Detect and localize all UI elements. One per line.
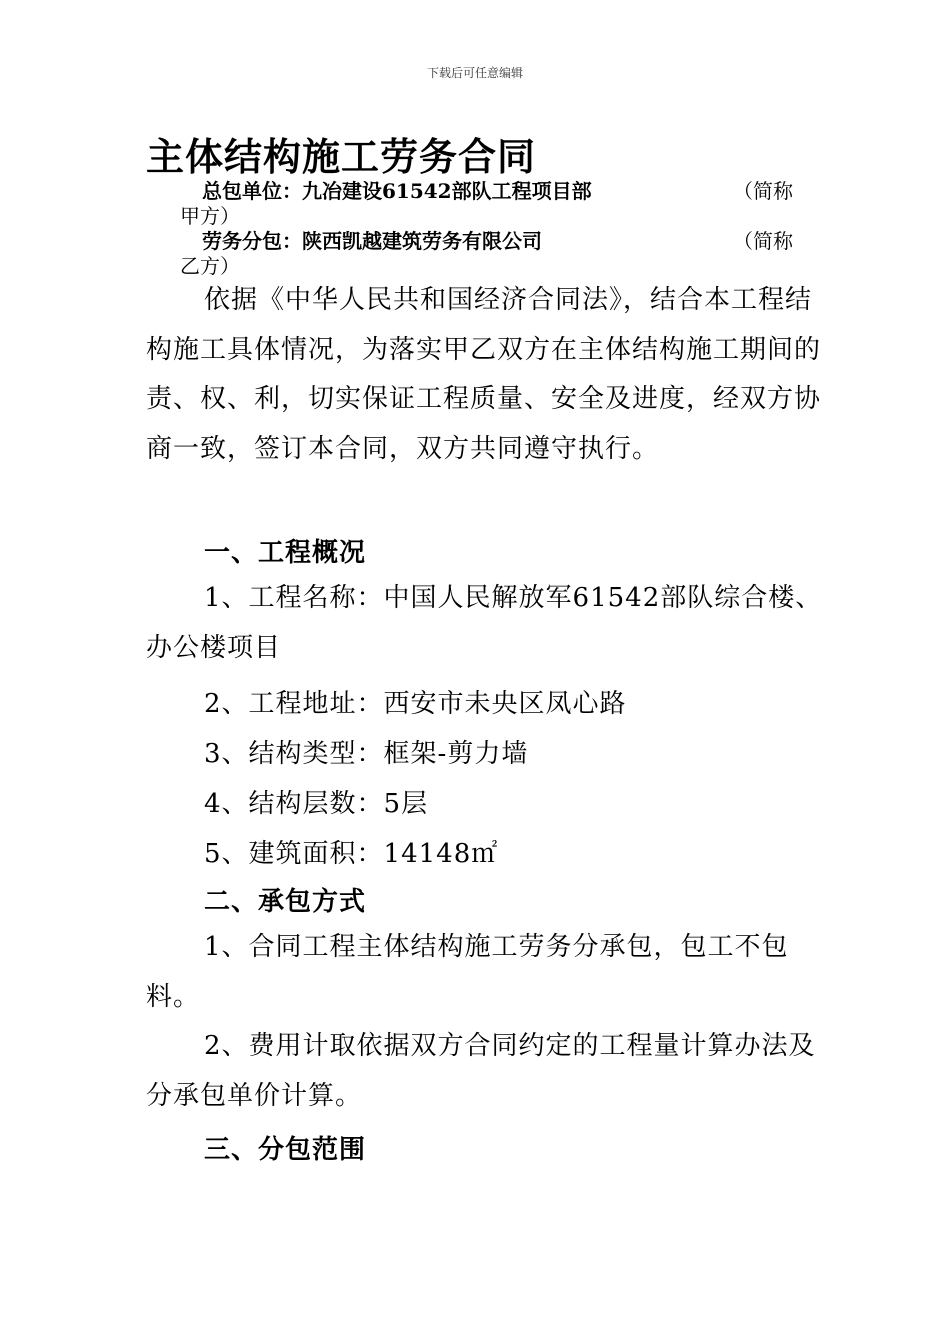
party-a-label: 总包单位：九冶建设61542部队工程项目部	[202, 179, 592, 203]
party-a-abbr-close: 甲方）	[180, 204, 240, 228]
intro-paragraph: 依据《中华人民共和国经济合同法》，结合本工程结构施工具体情况，为落实甲乙双方在主体结构施工期间的责、权、利，切实保证工程质量、安全及进度，经双方协商一致，签订本合同，双方共同遵守执行。	[146, 285, 822, 464]
project-name-item: 1、工程名称：中国人民解放军61542部队综合楼、办公楼项目	[146, 583, 823, 663]
floor-count-item: 4、结构层数：5层	[204, 789, 429, 819]
party-a-abbr-open: （简称	[733, 179, 793, 203]
header-note: 下载后可任意编辑	[426, 66, 523, 80]
party-b-abbr-open: （简称	[733, 229, 793, 253]
section-3-heading: 三、分包范围	[204, 1135, 367, 1165]
section-1-heading: 一、工程概况	[204, 538, 367, 568]
section-2-heading: 二、承包方式	[204, 887, 367, 917]
fee-basis-item: 2、费用计取依据双方合同约定的工程量计算办法及分承包单价计算。	[146, 1031, 816, 1111]
party-b-label: 劳务分包：陕西凯越建筑劳务有限公司	[202, 229, 542, 253]
party-b-abbr-close: 乙方）	[180, 254, 240, 278]
contract-mode-item: 1、合同工程主体结构施工劳务分承包，包工不包料。	[146, 932, 789, 1012]
structure-type-item: 3、结构类型：框架-剪力墙	[204, 739, 529, 769]
building-area-item: 5、建筑面积：14148㎡	[204, 839, 499, 869]
page-title: 主体结构施工劳务合同	[146, 134, 537, 179]
project-address-item: 2、工程地址：西安市未央区凤心路	[204, 689, 627, 719]
